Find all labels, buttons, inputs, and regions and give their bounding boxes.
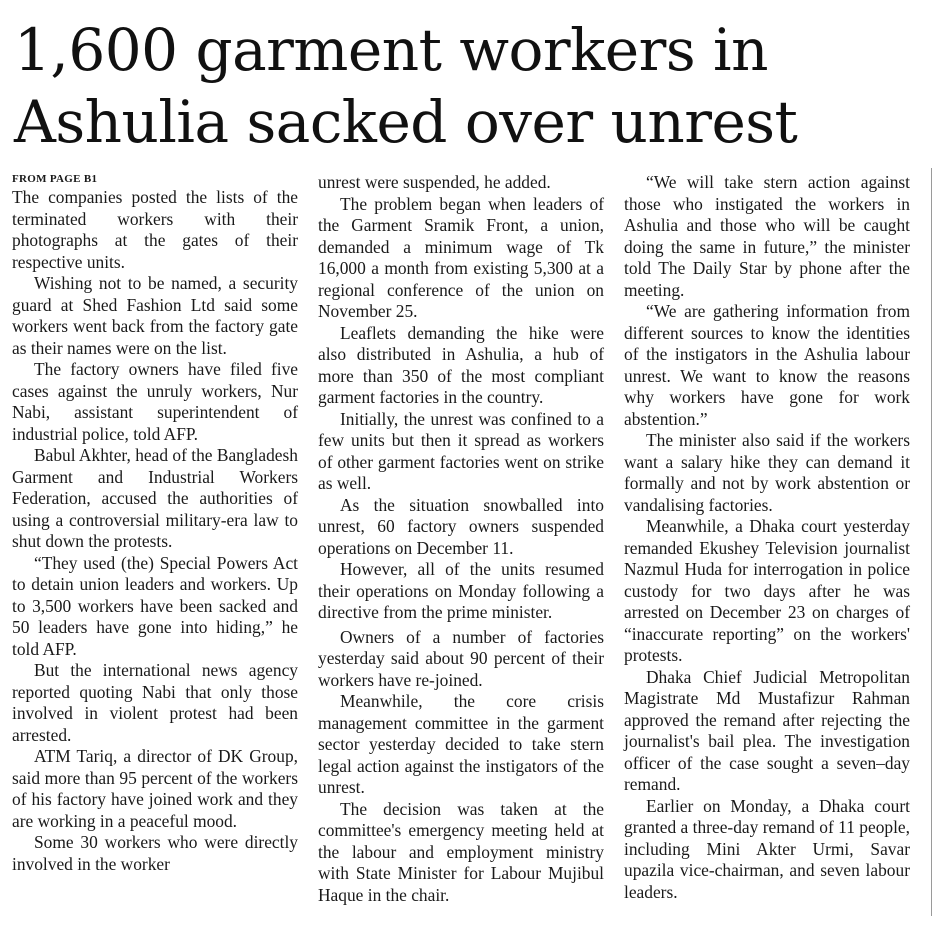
paragraph: But the international news agency reported quoting Nabi that only those involved in violent protest had been arrested. [12,660,298,745]
paragraph: “We are gathering information from different sources to know the identities of the instigators in the Ashulia labour unrest. We want to know the reasons why workers have gone for work abstention.” [624,301,910,429]
column-rule [931,168,932,916]
paragraph: ATM Tariq, a director of DK Group, said more than 95 percent of the workers of his factory have joined work and they are working in a peaceful mood. [12,746,298,831]
paragraph: The minister also said if the workers want a salary hike they can demand it formally and not by work abstention or vandalising factories. [624,430,910,515]
headline [14,14,926,158]
paragraph: “They used (the) Special Powers Act to detain union leaders and workers. Up to 3,500 workers have been sacked and 50 leaders have gone into hiding,” he told AFP. [12,552,298,659]
article-column-3 [624,172,910,903]
headline-line-2: Ashulia sacked over unrest [14,88,798,156]
paragraph: The decision was taken at the committee's emergency meeting held at the labour and employment ministry with State Minister for Labour Mujibul Haque in the chair. [318,798,604,905]
headline-line-1: 1,600 garment workers in [14,16,768,84]
paragraph: The factory owners have filed five cases against the unruly workers, Nur Nabi, assistant superintendent of industrial police, told AFP. [12,359,298,444]
paragraph: Earlier on Monday, a Dhaka court granted a three-day remand of 11 people, including Mini Akter Urmi, Savar upazila vice-chairman, and seven labour leaders. [624,795,910,902]
paragraph: Some 30 workers who were directly involved in the worker [12,832,298,874]
paragraph: Owners of a number of factories yesterday said about 90 percent of their workers have re-joined. [318,626,604,690]
article-column-2 [318,172,604,906]
paragraph: However, all of the units resumed their operations on Monday following a directive from the prime minister. [318,559,604,622]
paragraph: The companies posted the lists of the terminated workers with their photographs at the gates of their respective units. [12,187,298,272]
kicker: FROM PAGE B1 [12,173,98,185]
paragraph: As the situation snowballed into unrest, 60 factory owners suspended operations on December 11. [318,494,604,558]
paragraph: Initially, the unrest was confined to a few units but then it spread as workers of other garment factories went on strike as well. [318,408,604,493]
paragraph: Meanwhile, a Dhaka court yesterday remanded Ekushey Television journalist Nazmul Huda for interrogation in police custody for two days after he was arrested on December 23 on charges of “inaccurate reporting” on the workers' protests. [624,516,910,665]
paragraph: unrest were suspended, he added. [318,172,551,192]
paragraph: Wishing not to be named, a security guard at Shed Fashion Ltd said some workers went back from the factory gate as their names were on the list. [12,273,298,358]
article-column-1 [12,172,298,875]
paragraph: Leaflets demanding the hike were also distributed in Ashulia, a hub of more than 350 of the most compliant garment factories in the country. [318,322,604,407]
paragraph: Meanwhile, the core crisis management committee in the garment sector yesterday decided to take stern legal action against the instigators of the unrest. [318,691,604,797]
paragraph: “We will take stern action against those who instigated the workers in Ashulia and those who will be caught doing the same in future,” the minister told The Daily Star by phone after the meeting. [624,172,910,300]
paragraph: Dhaka Chief Judicial Metropolitan Magistrate Md Mustafizur Rahman approved the remand after rejecting the journalist's bail plea. The investigation officer of the case sought a seven–day remand. [624,666,910,794]
paragraph: The problem began when leaders of the Garment Sramik Front, a union, demanded a minimum wage of Tk 16,000 a month from existing 5,300 at a regional conference of the union on November 25. [318,193,604,321]
paragraph: Babul Akhter, head of the Bangladesh Garment and Industrial Workers Federation, accused the authorities of using a controversial military-era law to shut down the protests. [12,445,298,551]
